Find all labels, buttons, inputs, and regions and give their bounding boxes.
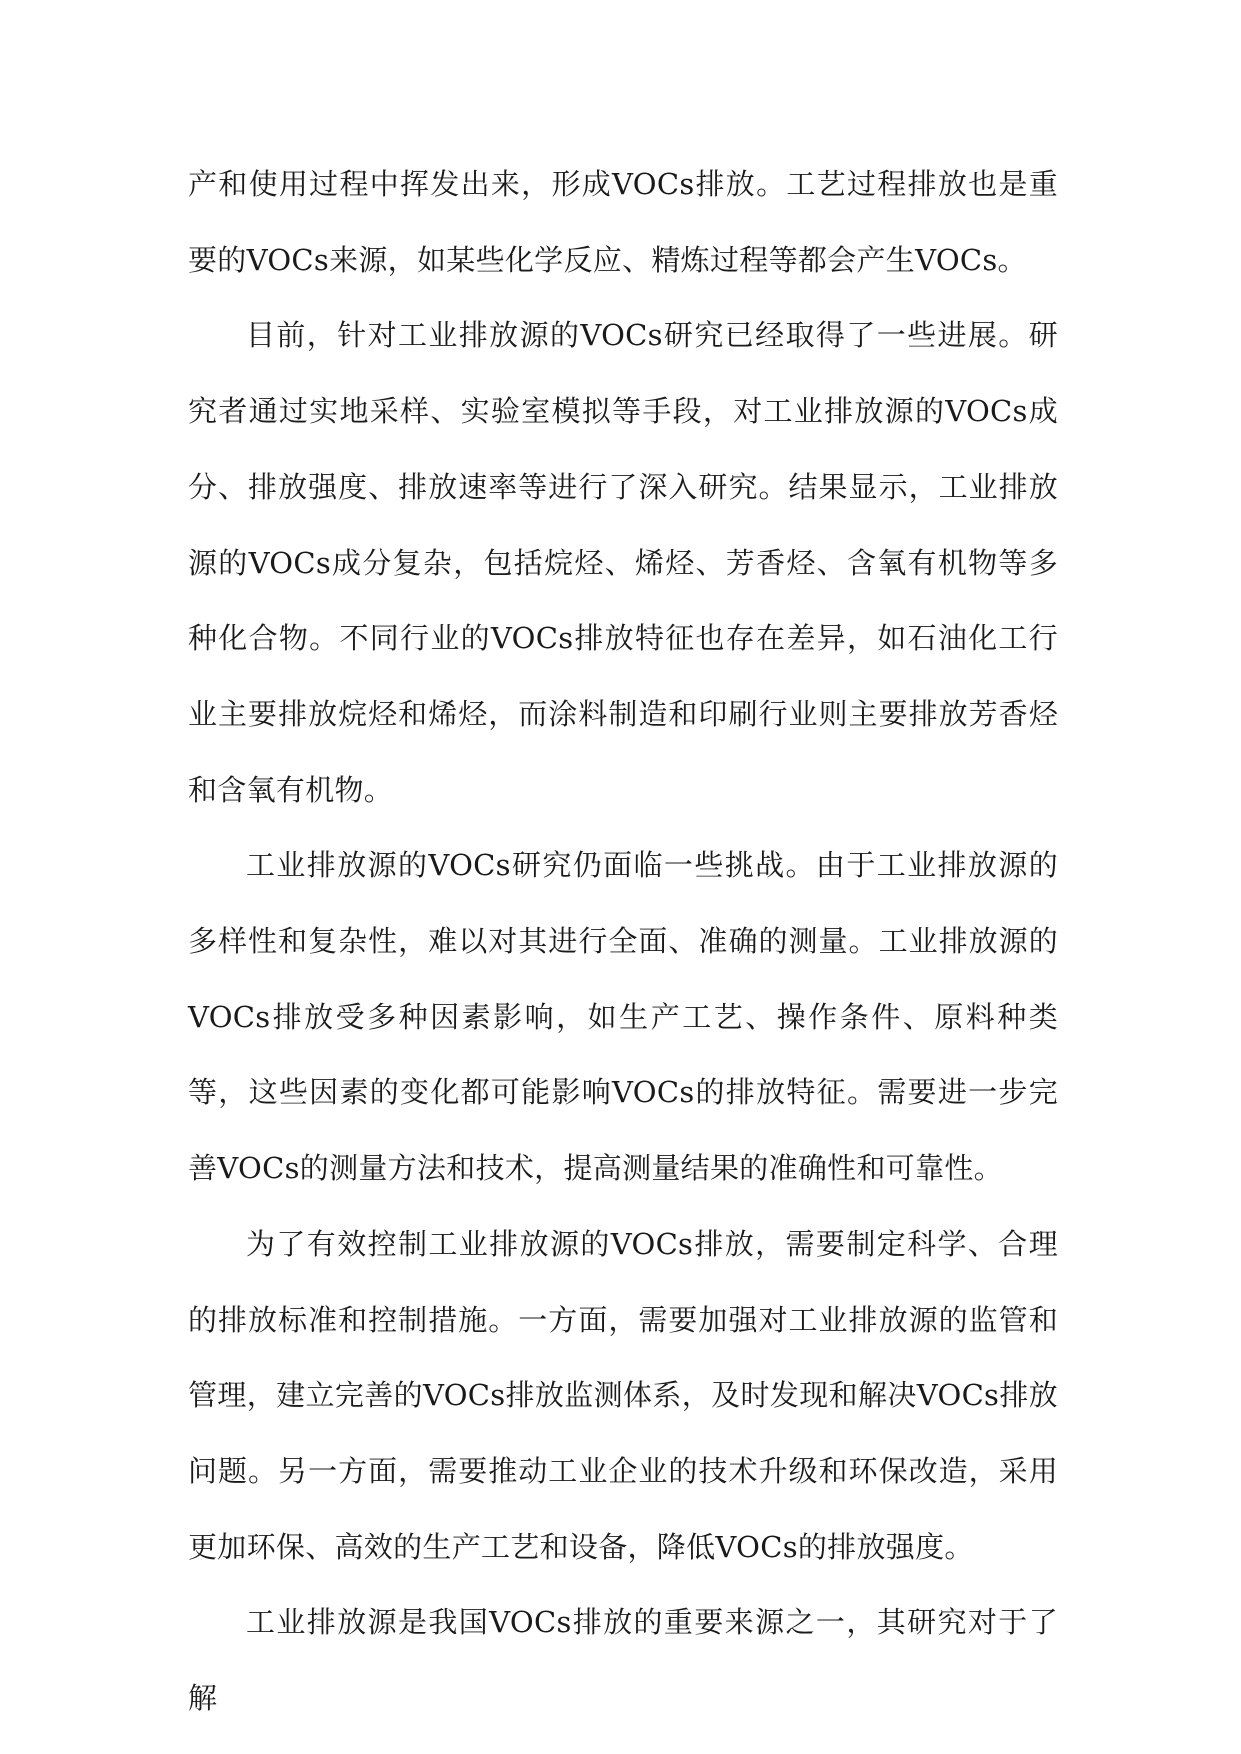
body-text xyxy=(188,147,1058,1737)
paragraph-4: 为了有效控制工业排放源的VOCs排放，需要制定科学、合理的排放标准和控制措施。一方面，需要加强对工业排放源的监管和管理，建立完善的VOCs排放监测体系，及时发现和解决VOCs排放问题。另一方面，需要推动工业企业的技术升级和环保改造，采用更加环保、高效的生产工艺和设备，降低VOCs的排放强度。 xyxy=(188,1226,1058,1564)
paragraph-2: 目前，针对工业排放源的VOCs研究已经取得了一些进展。研究者通过实地采样、实验室模拟等手段，对工业排放源的VOCs成分、排放强度、排放速率等进行了深入研究。结果显示，工业排放源的VOCs成分复杂，包括烷烃、烯烃、芳香烃、含氧有机物等多种化合物。不同行业的VOCs排放特征也存在差异，如石油化工行业主要排放烷烃和烯烃，而涂料制造和印刷行业则主要排放芳香烃和含氧有机物。 xyxy=(188,318,1058,807)
paragraph-5: 工业排放源是我国VOCs排放的重要来源之一，其研究对于了解 xyxy=(188,1605,1058,1716)
paragraph-3: 工业排放源的VOCs研究仍面临一些挑战。由于工业排放源的多样性和复杂性，难以对其进行全面、准确的测量。工业排放源的VOCs排放受多种因素影响，如生产工艺、操作条件、原料种类等，这些因素的变化都可能影响VOCs的排放特征。需要进一步完善VOCs的测量方法和技术，提高测量结果的准确性和可靠性。 xyxy=(188,848,1058,1186)
paragraph-1: 产和使用过程中挥发出来，形成VOCs排放。工艺过程排放也是重要的VOCs来源，如某些化学反应、精炼过程等都会产生VOCs。 xyxy=(188,167,1058,277)
